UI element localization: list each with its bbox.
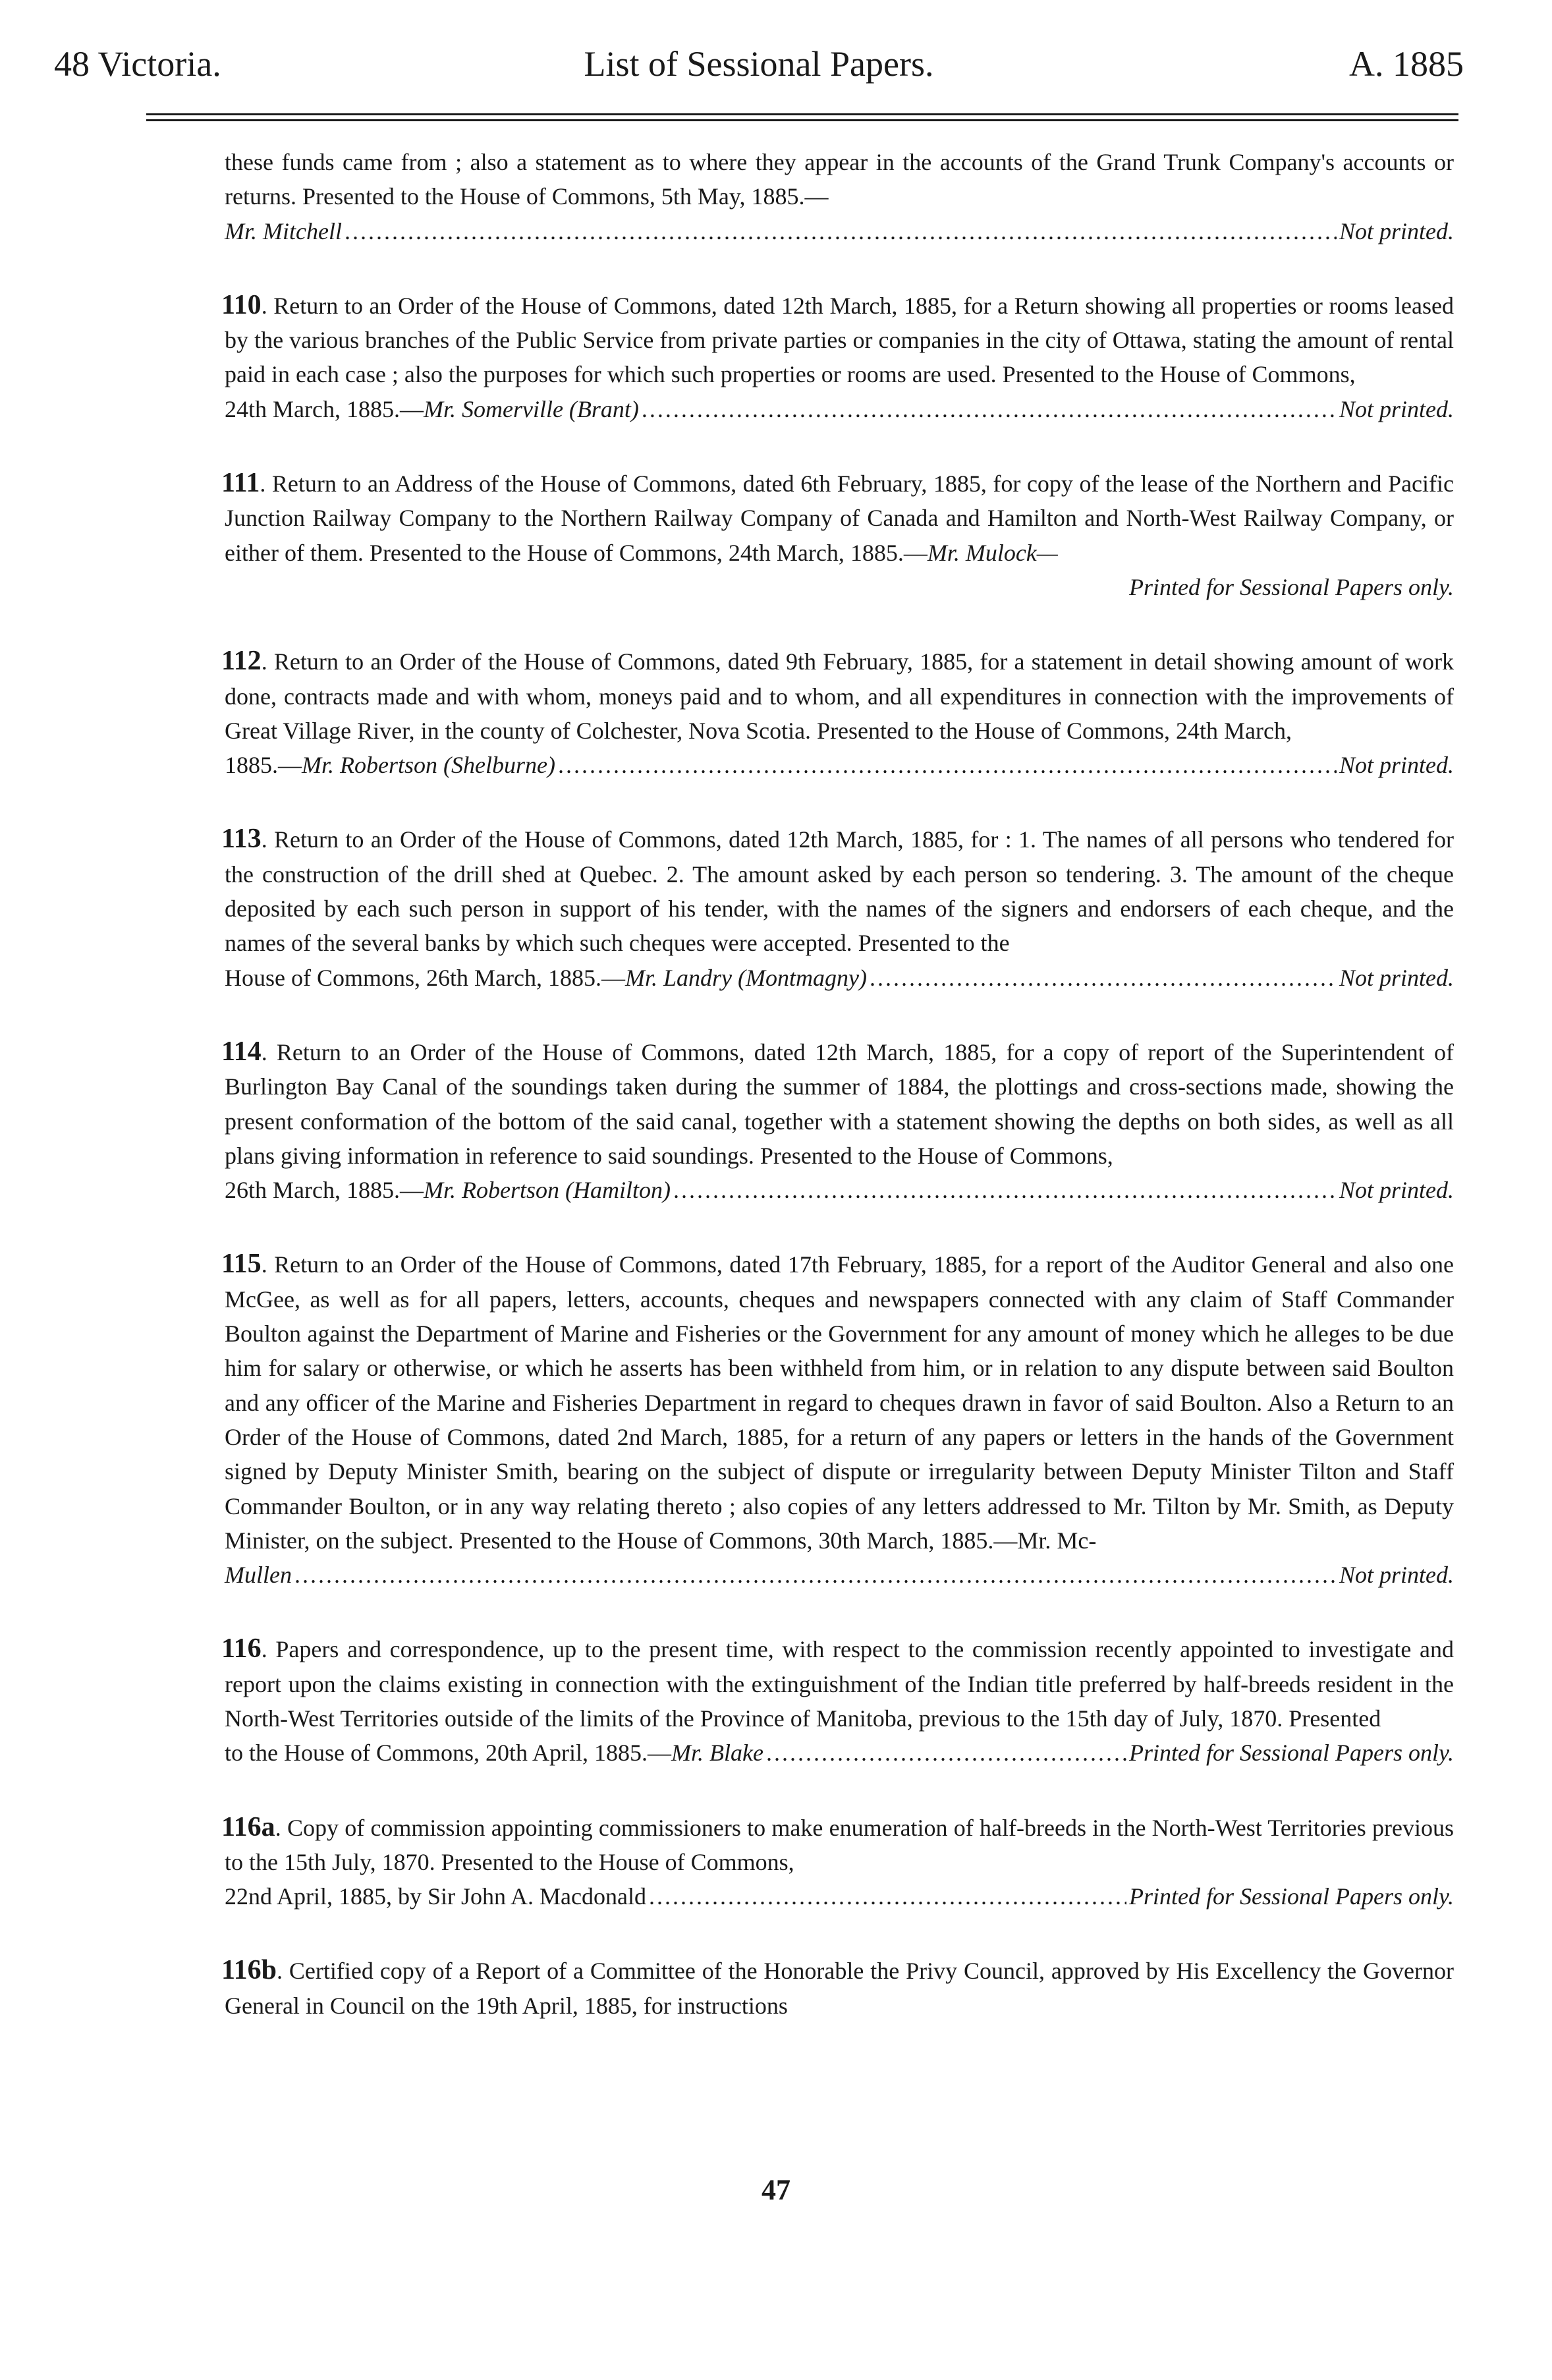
entry-mover: Mr. Mulock— <box>927 539 1058 566</box>
entry-number: 116b <box>221 1955 277 1986</box>
entry-text: . Papers and correspondence, up to the present time, with respect to the commission recently appointed to investigate and report upon the claims existing in connection with the extinguishment of the Indian title preferred by half-breeds resident in the North-West Territories outside of the limits of the Province of Manitoba, previous to the 15th day of July, 1870. Presented <box>225 1636 1454 1732</box>
entry-status: Not printed. <box>1339 1177 1454 1204</box>
entry-status: Not printed. <box>1339 964 1454 991</box>
entry-date: to the House of Commons, 20th April, 1885.— <box>225 1740 671 1767</box>
list-item <box>221 466 1454 604</box>
entry-text: . Certified copy of a Report of a Committee of the Honorable the Privy Council, approved by His Excellency the Governor General in Council on the 19th April, 1885, for instructions <box>225 1958 1454 2019</box>
entry-leader <box>225 961 1454 995</box>
leader-dots <box>345 214 1337 248</box>
entry-date: 26th March, 1885.— <box>225 1177 424 1204</box>
header-title: List of Sessional Papers. <box>584 44 934 84</box>
entry-text: . Return to an Order of the House of Commons, dated 12th March, 1885, for a Return showing all properties or rooms leased by the various branches of the Public Service from private parties or companies in the city of Ottawa, stating the amount of rental paid in each case ; also the purposes for which such properties or rooms are used. Presented to the House of Commons, <box>225 292 1454 388</box>
entry-number: 115 <box>221 1249 262 1280</box>
entry-mover: Mr. Robertson (Hamilton) <box>423 1177 671 1204</box>
entry-date: 1885.— <box>225 752 302 779</box>
list-item <box>221 1810 1454 1914</box>
entry-mover: Mr. Somerville (Brant) <box>423 395 639 422</box>
entry-number: 116a <box>221 1811 275 1842</box>
entry-leader <box>225 214 1454 248</box>
entry-leader <box>225 392 1454 426</box>
entry-mover: Mr. Mitchell <box>225 217 342 244</box>
page-number: 47 <box>762 2174 790 2206</box>
entry-leader <box>225 748 1454 782</box>
entry-text: . Return to an Order of the House of Commons, dated 12th March, 1885, for : 1. The names of all persons who tendered for the construction of the drill shed at Quebec. 2. The amount asked by each person so tendering. 3. The amount of the cheque deposited by each such person in support of his tender, with the names of the signers and endorsers of each cheque, and the names of the several banks by which such cheques were accepted. Presented to the <box>225 826 1454 957</box>
entry-mover: Mr. Blake <box>671 1740 763 1767</box>
entry-status: Not printed. <box>1339 752 1454 779</box>
entry-mover: Mr. Robertson (Shelburne) <box>302 752 555 779</box>
entry-leader <box>225 1173 1454 1207</box>
running-header <box>54 41 1464 87</box>
entry-text: . Copy of commission appointing commissioners to make enumeration of half-breeds in the North-West Territories previous to the 15th July, 1870. Presented to the House of Commons, <box>225 1814 1454 1875</box>
leader-dots <box>649 1879 1126 1913</box>
entry-number: 114 <box>221 1036 262 1067</box>
list-item <box>221 1631 1454 1770</box>
entry-number: 111 <box>221 468 260 499</box>
list-item <box>221 288 1454 426</box>
entry-text: . Return to an Address of the House of Commons, dated 6th February, 1885, for copy of the lease of the Northern and Pacific Junction Railway Company to the Northern Railway Company of Canada and Hamilton and North-West Railway Company, or either of them. Presented to the House of Commons, 24th March, 1885.— <box>225 470 1454 566</box>
entry-number: 110 <box>221 289 262 320</box>
leader-dots <box>294 1558 1337 1592</box>
entry-mover: Mr. Landry (Montmagny) <box>624 964 867 991</box>
leader-dots <box>642 392 1337 426</box>
entry-status: Printed for Sessional Papers only. <box>1129 1740 1454 1767</box>
entry-leader <box>225 1879 1454 1913</box>
sessional-papers-list <box>221 145 1454 2062</box>
entry-date: 24th March, 1885.— <box>225 395 424 422</box>
leader-dots <box>870 961 1337 995</box>
entry-date: 22nd April, 1885, by Sir John A. Macdonald <box>225 1883 646 1910</box>
entry-status: Not printed. <box>1339 1562 1454 1589</box>
entry-text: . Return to an Order of the House of Commons, dated 17th February, 1885, for a report of the Auditor General and also one McGee, as well as for all papers, letters, accounts, cheques and newspapers connected with any claim of Staff Commander Boulton against the Department of Marine and Fisheries or the Government for any amount of money which he alleges to be due him for salary or otherwise, or which he asserts has been withheld from him, or in relation to any dispute between said Boulton and any officer of the Marine and Fisheries Department in regard to cheques drawn in favor of said Boulton. Also a Return to an Order of the House of Commons, dated 2nd March, 1885, for a return of any papers or letters in the hands of the Government signed by Deputy Minister Smith, bearing on the subject of dispute or irregularity between Deputy Minister Tilton and Staff Commander Boulton, or in any way relating thereto ; also copies of any letters addressed to Mr. Tilton by Mr. Smith, as Deputy Minister, on the subject. Presented to the House of Commons, 30th March, 1885.—Mr. Mc- <box>225 1251 1454 1554</box>
list-item <box>221 1247 1454 1592</box>
entry-status: Not printed. <box>1339 217 1454 244</box>
entry-text: these funds came from ; also a statement as to where they appear in the accounts of the Grand Trunk Company's accounts or returns. Presented to the House of Commons, 5th May, 1885.— <box>225 149 1454 210</box>
list-item <box>221 1953 1454 2023</box>
leader-dots <box>558 748 1337 782</box>
entry-date: House of Commons, 26th March, 1885.— <box>225 964 625 991</box>
entry-text: . Return to an Order of the House of Commons, dated 9th February, 1885, for a statement in detail showing amount of work done, contracts made and with whom, moneys paid and to whom, and all expenditures in connection with the improvements of Great Village River, in the county of Colchester, Nova Scotia. Presented to the House of Commons, 24th March, <box>225 648 1454 744</box>
header-session: 48 Victoria. <box>54 44 221 84</box>
list-item <box>225 145 1454 248</box>
entry-status: Printed for Sessional Papers only. <box>1129 1883 1454 1910</box>
header-rule-top <box>146 113 1458 115</box>
entry-number: 112 <box>221 646 262 677</box>
list-item <box>221 822 1454 994</box>
entry-number: 116 <box>221 1633 262 1664</box>
list-item <box>221 1034 1454 1207</box>
entry-leader <box>225 1558 1454 1592</box>
entry-number: 113 <box>221 824 262 855</box>
entry-status: Printed for Sessional Papers only. <box>1129 573 1454 600</box>
header-year: A. 1885 <box>1349 44 1464 84</box>
header-rule-bottom <box>146 119 1458 121</box>
leader-dots <box>673 1173 1337 1207</box>
leader-dots <box>766 1736 1126 1770</box>
list-item <box>221 644 1454 782</box>
entry-status: Not printed. <box>1339 395 1454 422</box>
entry-leader <box>225 1736 1454 1770</box>
entry-text: . Return to an Order of the House of Commons, dated 12th March, 1885, for a copy of report of the Superintendent of Burlington Bay Canal of the soundings taken during the summer of 1884, the plottings and cross-sections made, showing the present conformation of the bottom of the said canal, together with a statement showing the depths on both sides, as well as all plans giving information in reference to said soundings. Presented to the House of Commons, <box>225 1038 1454 1169</box>
entry-mover: Mullen <box>225 1562 292 1589</box>
